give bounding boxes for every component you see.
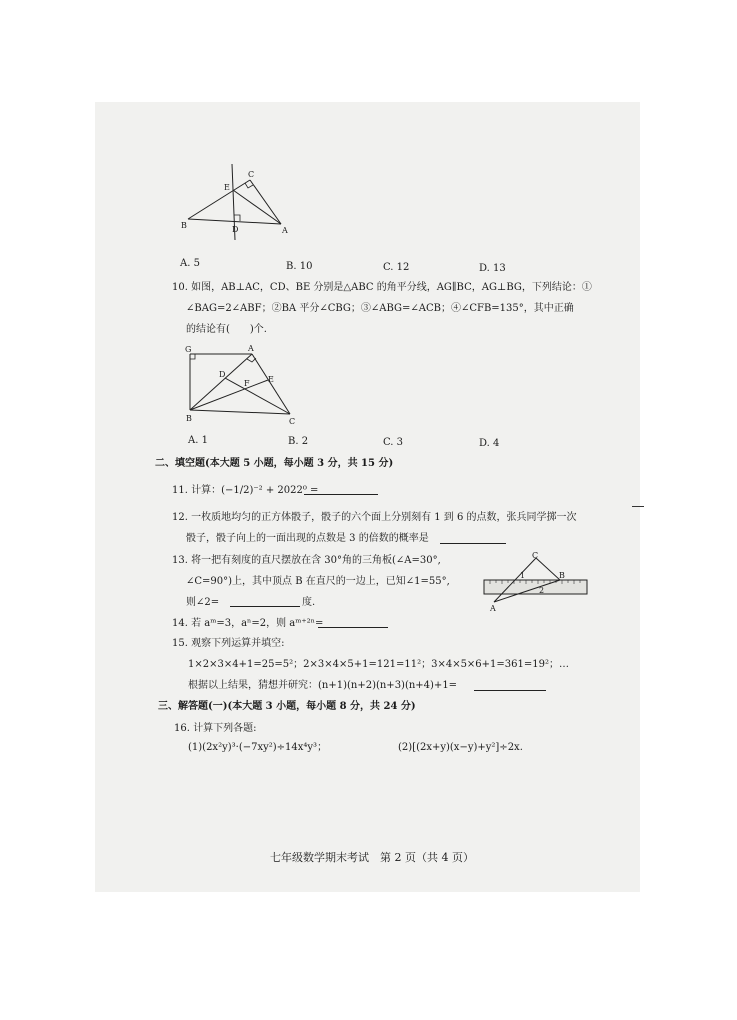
q14-answer-blank[interactable]	[318, 627, 388, 628]
q12-line-2: 骰子，骰子向上的一面出现的点数是 3 的倍数的概率是	[186, 533, 429, 544]
q10-label-g: G	[185, 345, 192, 354]
q9-segment-bc	[188, 180, 250, 219]
q10-segment-cd	[225, 378, 290, 414]
q10-line-1: 10. 如图，AB⊥AC，CD、BE 分别是△ABC 的角平分线，AG∥BC，AG⊥BG，下列结论：①	[172, 282, 592, 293]
q15-line-1: 15. 观察下列运算并填空:	[172, 638, 285, 649]
q10-line-3: 的结论有( )个.	[186, 324, 267, 335]
q9-option-a: A. 5	[180, 258, 200, 269]
q13-label-c: C	[532, 551, 539, 560]
q16-part-2: (2)[(2x+y)(x−y)+y²]÷2x.	[398, 742, 523, 753]
q10-figure	[180, 342, 300, 428]
q13-answer-blank[interactable]	[230, 606, 300, 607]
q16-part-1: (1)(2x²y)³·(−7xy²)÷14x⁴y³；	[188, 742, 328, 753]
q10-label-c: C	[289, 417, 296, 426]
q15-line-2: 1×2×3×4+1=25=5²；2×3×4×5+1=121=11²；3×4×5×6+1=361=19²；…	[188, 659, 569, 670]
section-3-heading: 三、解答题(一)(本大题 3 小题，每小题 8 分，共 24 分)	[158, 701, 416, 712]
q12-line-1: 12. 一枚质地均匀的正方体骰子，骰子的六个面上分别刻有 1 到 6 的点数，张兵同学掷一次	[172, 512, 577, 523]
q9-label-b: B	[181, 221, 187, 230]
q9-right-angle-d	[234, 215, 240, 221]
q10-line-2: ∠BAG=2∠ABF；②BA 平分∠CBG；③∠ABG=∠ACB；④∠CFB=135°，其中正确	[186, 303, 574, 314]
q10-segment-ab	[190, 354, 252, 410]
q12-answer-blank[interactable]	[440, 543, 506, 544]
page-footer: 七年级数学期末考试 第 2 页（共 4 页）	[270, 851, 474, 864]
q10-label-b: B	[186, 414, 192, 423]
q10-option-d: D. 4	[479, 438, 500, 449]
q13-figure	[480, 550, 590, 614]
exam-page	[95, 102, 640, 892]
q14-text: 14. 若 aᵐ=3，aⁿ=2，则 aᵐ⁺²ⁿ=	[172, 618, 324, 629]
q9-segment-ca	[250, 180, 281, 224]
q13-line-3-tail: 度.	[302, 597, 316, 608]
section-2-heading: 二、填空题(本大题 5 小题，每小题 3 分，共 15 分)	[155, 458, 394, 469]
margin-mark	[632, 506, 644, 507]
q13-line-2: ∠C=90°)上，其中顶点 B 在直尺的一边上，已知∠1=55°,	[186, 576, 450, 587]
q9-label-a: A	[282, 226, 288, 235]
q10-label-e: E	[268, 375, 274, 384]
q9-label-c: C	[248, 170, 255, 179]
q10-option-b: B. 2	[288, 436, 309, 447]
q9-option-b: B. 10	[286, 261, 313, 272]
q13-label-b: B	[559, 571, 565, 580]
q15-answer-blank[interactable]	[474, 690, 546, 691]
q13-line-3: 则∠2=	[186, 597, 220, 608]
q11-text: 11. 计算：(−1/2)⁻² + 2022⁰ =	[172, 485, 319, 496]
q9-figure	[178, 162, 293, 240]
q13-label-a: A	[490, 604, 496, 613]
q9-option-d: D. 13	[479, 263, 506, 274]
q11-answer-blank[interactable]	[304, 494, 378, 495]
q13-line-1: 13. 将一把有刻度的直尺摆放在含 30°角的三角板(∠A=30°,	[172, 555, 441, 566]
q10-option-c: C. 3	[383, 437, 404, 448]
q13-label-1: 1	[520, 571, 526, 580]
q9-right-angle-c	[245, 183, 253, 188]
q9-label-e: E	[224, 183, 230, 192]
q9-option-c: C. 12	[383, 262, 410, 273]
q10-label-d: D	[219, 370, 226, 379]
q9-label-d: D	[232, 225, 239, 234]
q15-line-3: 根据以上结果，猜想并研究：(n+1)(n+2)(n+3)(n+4)+1=	[188, 680, 458, 691]
q10-segment-bc	[190, 410, 290, 414]
q10-label-f: F	[244, 379, 250, 388]
q13-ruler	[484, 580, 587, 594]
q10-option-a: A. 1	[188, 435, 208, 446]
q13-label-2: 2	[539, 586, 545, 595]
q10-right-angle-g	[190, 354, 195, 359]
q16-title: 16. 计算下列各题:	[174, 723, 257, 734]
q10-label-a: A	[248, 344, 254, 353]
